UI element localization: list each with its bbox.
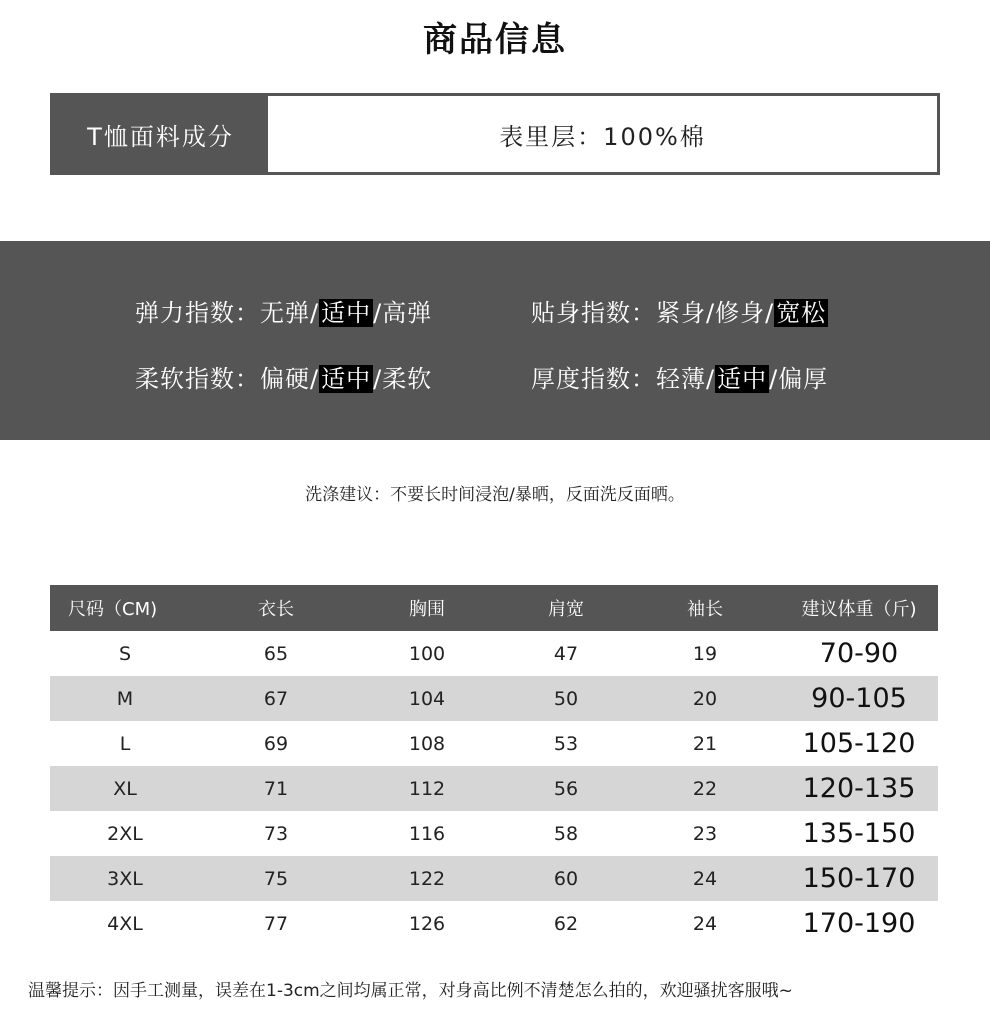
table-cell: 116 bbox=[408, 822, 446, 845]
index-option: 修身 bbox=[715, 299, 766, 327]
option-separator: / bbox=[373, 299, 383, 327]
table-cell: 122 bbox=[408, 867, 446, 890]
table-cell: 104 bbox=[408, 687, 446, 710]
table-cell: 47 bbox=[553, 642, 579, 665]
option-separator: / bbox=[310, 299, 320, 327]
index-option-selected: 适中 bbox=[321, 365, 372, 393]
index-panel bbox=[0, 241, 990, 440]
measurement-tip: 温馨提示：因手工测量，误差在1-3cm之间均属正常，对身高比例不清楚怎么拍的，欢迎骚扰客服哦~ bbox=[28, 981, 793, 1001]
table-cell: 19 bbox=[692, 642, 718, 665]
header-chest: 胸围 bbox=[409, 599, 445, 620]
table-cell: 73 bbox=[263, 822, 289, 845]
table-cell: 100 bbox=[408, 642, 446, 665]
fabric-value: 表里层：100%棉 bbox=[499, 122, 706, 151]
table-cell: 120-135 bbox=[802, 773, 916, 804]
option-separator: / bbox=[769, 365, 779, 393]
index-softness bbox=[135, 359, 432, 394]
fabric-label: T恤面料成分 bbox=[53, 96, 268, 172]
table-cell: 65 bbox=[263, 642, 289, 665]
index-name: 弹力指数： bbox=[135, 299, 260, 327]
table-cell: 53 bbox=[553, 732, 579, 755]
table-cell: L bbox=[119, 732, 131, 755]
table-cell: 75 bbox=[263, 867, 289, 890]
table-cell: 77 bbox=[263, 912, 289, 935]
table-cell: 90-105 bbox=[811, 683, 907, 714]
table-cell: 50 bbox=[553, 687, 579, 710]
index-fit bbox=[531, 293, 828, 328]
table-row bbox=[50, 766, 938, 811]
index-option: 高弹 bbox=[382, 299, 433, 327]
fabric-composition bbox=[50, 93, 940, 175]
washing-advice: 洗涤建议：不要长时间浸泡/暴晒，反面洗反面晒。 bbox=[305, 485, 685, 505]
table-body bbox=[50, 631, 938, 946]
table-cell: 62 bbox=[553, 912, 579, 935]
option-separator: / bbox=[373, 365, 383, 393]
table-cell: 23 bbox=[692, 822, 718, 845]
header-sleeve: 袖长 bbox=[687, 599, 723, 620]
table-cell: 112 bbox=[408, 777, 446, 800]
table-cell: 2XL bbox=[107, 822, 143, 845]
index-option: 偏硬 bbox=[260, 365, 310, 393]
table-row bbox=[50, 721, 938, 766]
table-cell: 3XL bbox=[107, 867, 143, 890]
index-option-selected: 适中 bbox=[717, 365, 768, 393]
table-cell: 4XL bbox=[107, 912, 143, 935]
index-elasticity bbox=[135, 293, 432, 328]
header-size: 尺码（CM) bbox=[68, 599, 158, 620]
table-cell: 71 bbox=[263, 777, 289, 800]
index-option-selected: 适中 bbox=[321, 299, 372, 327]
table-cell: 20 bbox=[692, 687, 718, 710]
index-option: 无弹 bbox=[260, 299, 310, 327]
table-cell: 70-90 bbox=[819, 638, 899, 669]
table-cell: 24 bbox=[692, 912, 718, 935]
table-cell: 67 bbox=[263, 687, 289, 710]
index-option: 偏厚 bbox=[778, 365, 829, 393]
index-name: 贴身指数： bbox=[531, 299, 656, 327]
index-option-selected: 宽松 bbox=[776, 299, 827, 327]
table-cell: 56 bbox=[553, 777, 579, 800]
page-title: 商品信息 bbox=[423, 20, 567, 60]
table-cell: 69 bbox=[263, 732, 289, 755]
table-cell: S bbox=[118, 642, 132, 665]
option-separator: / bbox=[310, 365, 320, 393]
index-option: 轻薄 bbox=[656, 365, 706, 393]
header-weight: 建议体重（斤) bbox=[801, 599, 917, 620]
index-name: 厚度指数： bbox=[531, 365, 656, 393]
table-cell: 135-150 bbox=[802, 818, 916, 849]
option-separator: / bbox=[706, 365, 716, 393]
table-cell: 105-120 bbox=[802, 728, 916, 759]
table-cell: 126 bbox=[408, 912, 446, 935]
table-cell: 58 bbox=[553, 822, 579, 845]
option-separator: / bbox=[765, 299, 775, 327]
option-separator: / bbox=[706, 299, 716, 327]
table-row bbox=[50, 811, 938, 856]
table-cell: XL bbox=[113, 777, 137, 800]
table-row bbox=[50, 901, 938, 946]
index-option: 紧身 bbox=[656, 299, 706, 327]
size-table bbox=[50, 585, 938, 946]
table-cell: 170-190 bbox=[802, 908, 916, 939]
header-length: 衣长 bbox=[258, 599, 294, 620]
index-name: 柔软指数： bbox=[135, 365, 260, 393]
table-cell: 21 bbox=[692, 732, 718, 755]
table-header bbox=[50, 585, 938, 631]
table-cell: 22 bbox=[692, 777, 718, 800]
header-shoulder: 肩宽 bbox=[548, 599, 584, 620]
table-cell: 24 bbox=[692, 867, 718, 890]
index-option: 柔软 bbox=[382, 365, 433, 393]
table-cell: 60 bbox=[553, 867, 579, 890]
table-row bbox=[50, 631, 938, 676]
table-row bbox=[50, 676, 938, 721]
table-row bbox=[50, 856, 938, 901]
table-cell: M bbox=[116, 687, 134, 710]
table-cell: 108 bbox=[408, 732, 446, 755]
index-thickness bbox=[531, 359, 828, 394]
table-cell: 150-170 bbox=[802, 863, 916, 894]
